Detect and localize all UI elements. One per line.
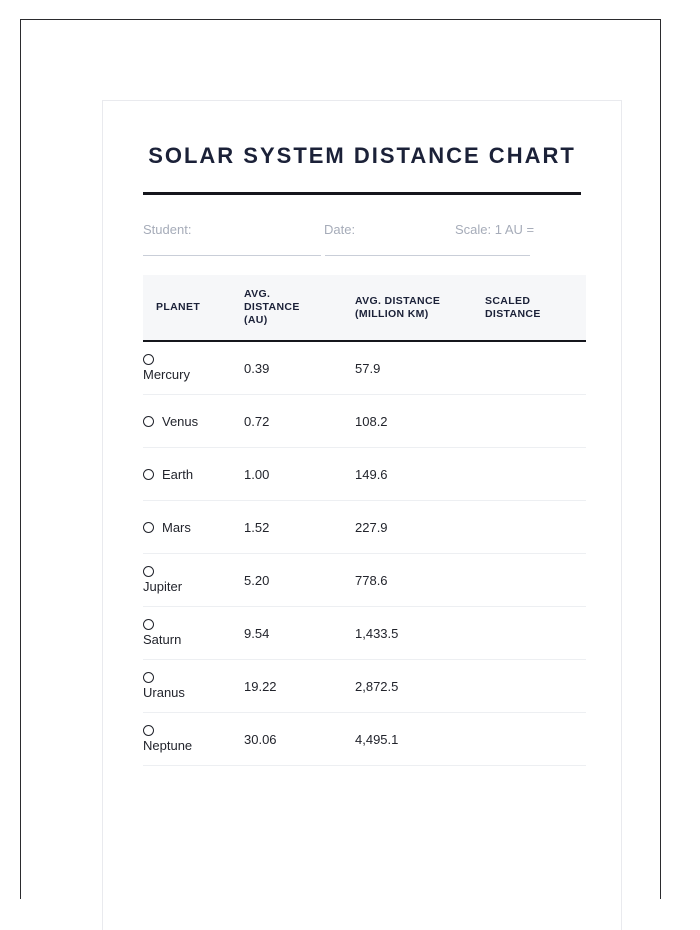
cell-scaled-distance[interactable] — [485, 713, 586, 766]
student-field-underline[interactable] — [143, 255, 321, 256]
cell-scaled-distance[interactable] — [485, 554, 586, 607]
planet-name: Saturn — [143, 631, 182, 647]
table-row — [143, 713, 586, 766]
planet-distance-table — [143, 275, 586, 766]
column-header-scaled-distance — [485, 275, 586, 341]
column-header-scaled-line1: SCALED — [485, 294, 531, 307]
cell-planet — [143, 554, 244, 607]
cell-planet — [143, 341, 244, 395]
table-row — [143, 341, 586, 395]
cell-scaled-distance[interactable] — [485, 501, 586, 554]
circle-checkbox-icon[interactable] — [143, 416, 154, 427]
column-header-planet: PLANET — [143, 275, 244, 341]
cell-scaled-distance[interactable] — [485, 341, 586, 395]
column-header-au-line2: DISTANCE — [244, 301, 300, 314]
cell-avg-distance-km: 2,872.5 — [355, 660, 485, 713]
column-header-avg-distance-au — [244, 275, 355, 341]
planet-name: Earth — [162, 466, 194, 482]
cell-avg-distance-km: 149.6 — [355, 448, 485, 501]
cell-planet — [143, 660, 244, 713]
page-title: SOLAR SYSTEM DISTANCE CHART — [148, 143, 576, 168]
cell-avg-distance-km: 57.9 — [355, 341, 485, 395]
cell-planet — [143, 607, 244, 660]
circle-checkbox-icon[interactable] — [143, 354, 154, 365]
student-field-label: Student: — [143, 222, 192, 238]
circle-checkbox-icon[interactable] — [143, 725, 154, 736]
column-header-au-line3: (AU) — [244, 314, 268, 327]
planet-name: Mars — [162, 519, 191, 535]
scale-field-label: Scale: 1 AU = — [455, 222, 535, 238]
table-row — [143, 395, 586, 448]
cell-avg-distance-au: 19.22 — [244, 660, 355, 713]
cell-planet — [143, 395, 244, 448]
planet-name: Venus — [162, 413, 199, 429]
date-field-label: Date: — [324, 222, 356, 238]
planet-name: Neptune — [143, 737, 193, 753]
cell-planet — [143, 501, 244, 554]
cell-avg-distance-km: 1,433.5 — [355, 607, 485, 660]
planet-name: Jupiter — [143, 578, 183, 594]
column-header-km-line1: AVG. DISTANCE — [355, 294, 441, 307]
cell-avg-distance-au: 0.39 — [244, 341, 355, 395]
cell-avg-distance-km: 108.2 — [355, 395, 485, 448]
table-body — [143, 341, 586, 766]
cell-avg-distance-au: 9.54 — [244, 607, 355, 660]
planet-name: Uranus — [143, 684, 185, 700]
table-row — [143, 660, 586, 713]
cell-avg-distance-au: 0.72 — [244, 395, 355, 448]
column-header-km-line2: (MILLION KM) — [355, 307, 429, 320]
date-scale-field-underline[interactable] — [325, 255, 530, 256]
title-divider — [143, 192, 581, 195]
circle-checkbox-icon[interactable] — [143, 522, 154, 533]
cell-scaled-distance[interactable] — [485, 395, 586, 448]
table-header — [143, 275, 586, 341]
worksheet-meta-row — [143, 211, 581, 263]
cell-avg-distance-km: 778.6 — [355, 554, 485, 607]
cell-scaled-distance[interactable] — [485, 448, 586, 501]
circle-checkbox-icon[interactable] — [143, 619, 154, 630]
circle-checkbox-icon[interactable] — [143, 672, 154, 683]
cell-scaled-distance[interactable] — [485, 660, 586, 713]
cell-avg-distance-km: 227.9 — [355, 501, 485, 554]
table-row — [143, 554, 586, 607]
circle-checkbox-icon[interactable] — [143, 469, 154, 480]
table-row — [143, 501, 586, 554]
cell-planet — [143, 713, 244, 766]
table-header-row — [143, 275, 586, 341]
cell-avg-distance-au: 30.06 — [244, 713, 355, 766]
cell-scaled-distance[interactable] — [485, 607, 586, 660]
cell-planet — [143, 448, 244, 501]
cell-avg-distance-au: 1.52 — [244, 501, 355, 554]
circle-checkbox-icon[interactable] — [143, 566, 154, 577]
cell-avg-distance-au: 5.20 — [244, 554, 355, 607]
cell-avg-distance-km: 4,495.1 — [355, 713, 485, 766]
worksheet-card — [102, 100, 622, 930]
column-header-au-line1: AVG. — [244, 288, 271, 301]
planet-name: Mercury — [143, 366, 190, 382]
page-frame — [20, 19, 661, 899]
table-row — [143, 607, 586, 660]
table-row — [143, 448, 586, 501]
column-header-avg-distance-km — [355, 275, 485, 341]
cell-avg-distance-au: 1.00 — [244, 448, 355, 501]
column-header-scaled-line2: DISTANCE — [485, 307, 541, 320]
